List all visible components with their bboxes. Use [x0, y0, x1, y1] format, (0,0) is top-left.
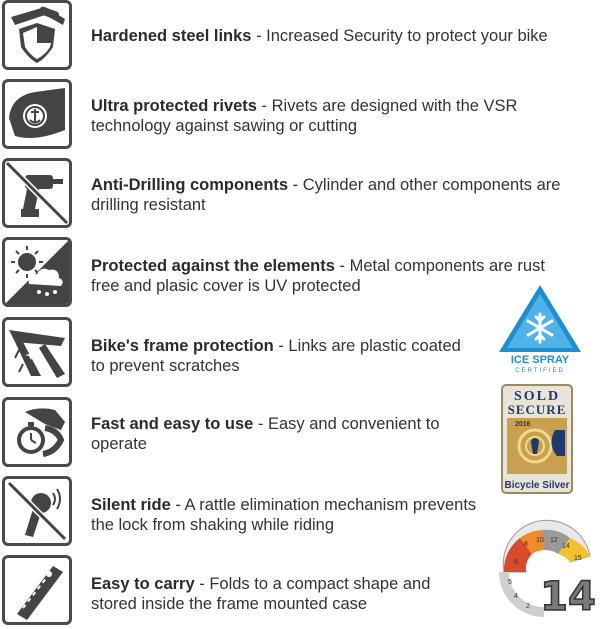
- ice-spray-badge: [495, 282, 585, 374]
- feature-text: [91, 414, 471, 454]
- feature-description: Folds to a compact shape and stored inside the frame mounted case: [91, 575, 431, 613]
- security-level-badge: [486, 512, 598, 624]
- stopwatch-hand-icon: [2, 397, 72, 467]
- feature-title: Anti-Drilling components: [91, 176, 289, 194]
- feature-title: Bike's frame protection: [91, 337, 274, 355]
- feature-title: Silent ride: [91, 496, 171, 514]
- feature-description: Easy and convenient to operate: [91, 415, 440, 453]
- sold-secure-badge: [501, 384, 573, 494]
- feature-text: [91, 495, 491, 535]
- security-level-value: 14: [540, 574, 596, 620]
- sold-label: SOLD: [513, 389, 561, 404]
- shield-chain-icon: [2, 0, 72, 70]
- feature-row-silent-ride: [0, 476, 477, 548]
- feature-row-rivets: [0, 79, 518, 151]
- scale-tick: 10: [536, 537, 544, 544]
- scale-tick: 5: [508, 579, 512, 586]
- scale-tick: 8: [524, 541, 528, 548]
- no-drill-icon: [2, 158, 72, 228]
- folded-lock-icon: [2, 555, 72, 625]
- scale-tick: 2: [526, 603, 530, 610]
- feature-title: Ultra protected rivets: [91, 97, 257, 115]
- feature-description: Rivets are designed with the VSR technology against sawing or cutting: [91, 97, 518, 135]
- feature-text: [91, 574, 471, 614]
- level-label: Bicycle Silver: [504, 480, 570, 491]
- feature-text: [91, 26, 600, 46]
- ice-spray-certified: CERTIFIED: [515, 368, 565, 374]
- feature-row-hardened-steel: [0, 0, 548, 72]
- feature-description: Metal components are rust free and plasic cover is UV protected: [91, 257, 545, 295]
- separator: -: [334, 257, 350, 275]
- separator: -: [170, 496, 185, 514]
- separator: -: [256, 97, 272, 115]
- feature-title: Protected against the elements: [91, 257, 335, 275]
- secure-label: SECURE: [507, 402, 567, 417]
- feature-description: A rattle elimination mechanism prevents the lock from shaking while riding: [91, 496, 477, 534]
- separator: -: [253, 415, 268, 433]
- ice-spray-label: ICE SPRAY: [510, 354, 570, 366]
- separator: -: [273, 337, 289, 355]
- scale-tick: 12: [550, 537, 558, 544]
- feature-text: [91, 175, 581, 215]
- feature-title: Easy to carry: [91, 575, 195, 593]
- separator: -: [288, 176, 303, 194]
- scale-tick: 6: [514, 559, 518, 566]
- bike-frame-icon: [2, 317, 72, 387]
- feature-description: Increased Security to protect your bike: [266, 27, 548, 45]
- no-rattle-icon: [2, 476, 72, 546]
- separator: -: [251, 27, 267, 45]
- scale-tick: 15: [574, 555, 582, 562]
- feature-row-anti-drilling: [0, 158, 561, 230]
- feature-text: [91, 96, 571, 136]
- feature-text: [91, 256, 561, 296]
- feature-description: Links are plastic coated to prevent scratches: [91, 337, 461, 375]
- separator: -: [194, 575, 210, 593]
- scale-tick: 14: [562, 543, 570, 550]
- feature-row-easy-carry: [0, 555, 470, 627]
- feature-row-fast-easy: [0, 397, 470, 469]
- scale-tick: 4: [514, 593, 518, 600]
- feature-title: Fast and easy to use: [91, 415, 254, 433]
- weather-icon: [2, 237, 72, 307]
- rivet-icon: [2, 79, 72, 149]
- feature-row-elements: [0, 237, 545, 309]
- feature-text: [91, 336, 471, 376]
- year-label: 2016: [515, 421, 531, 428]
- feature-title: Hardened steel links: [91, 27, 252, 45]
- feature-description: Cylinder and other components are drilling resistant: [91, 176, 561, 214]
- feature-row-frame-protection: [0, 317, 470, 389]
